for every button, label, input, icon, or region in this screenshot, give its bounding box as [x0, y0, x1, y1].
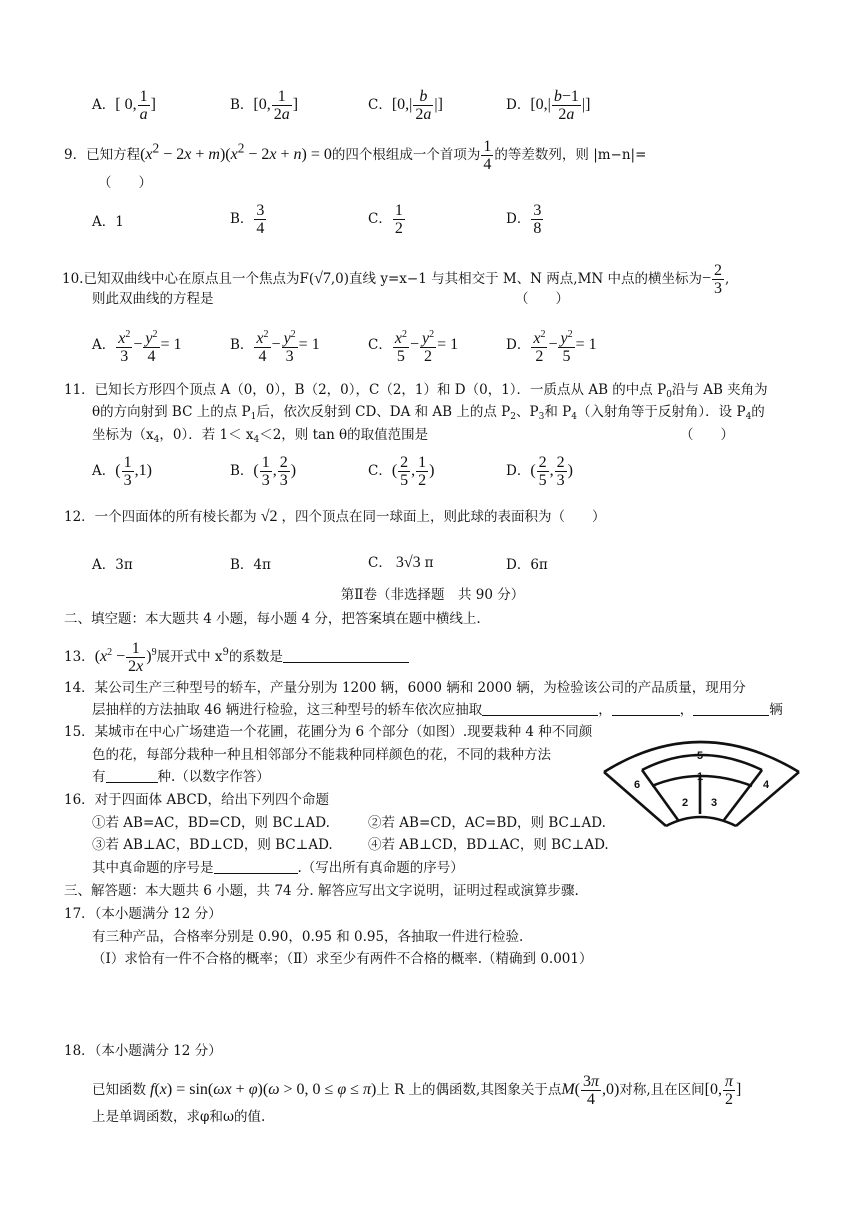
q9-option-d: D． $\frac{3}{8}$: [506, 202, 542, 237]
q11-option-a: A．( $\frac{1}{3}$ ,1): [92, 454, 152, 489]
q13-stem: 13．($x^2$ − $\frac{1}{2x}$ )$^9$展开式中 $x^9$的系数是: [64, 640, 409, 675]
q11-option-c: C．( $\frac{2}{5}$ , $\frac{1}{2}$ ): [368, 454, 435, 489]
region-label-3: 3: [710, 797, 718, 809]
q12-option-b: B．4π: [230, 557, 271, 573]
q16-line-last: 其中真命题的序号是 .（写出所有真命题的序号）: [92, 860, 464, 876]
q16-prop-1: ①若 AB=AC，BD=CD，则 BC⊥AD.: [92, 815, 330, 831]
q14-line-1: 14．某公司生产三种型号的轿车，产量分别为 1200 辆，6000 辆和 2000 辆，为检验该公司的产品质量，现用分: [64, 680, 746, 696]
q15-line-2: 色的花，每部分栽种一种且相邻部分不能栽种同样颜色的花，不同的栽种方法: [92, 747, 551, 763]
q16-answer-blank[interactable]: [214, 873, 298, 874]
region-label-4: 4: [762, 779, 770, 791]
part2-title: 第Ⅱ卷（非选择题 共 90 分）: [340, 587, 525, 603]
q9-option-b: B． $\frac{3}{4}$: [230, 202, 265, 237]
section2-heading: 二、填空题：本大题共 4 小题，每小题 4 分，把答案填在题中横线上.: [64, 611, 481, 627]
q16-prop-2: ②若 AB=CD，AC=BD，则 BC⊥AD.: [368, 815, 606, 831]
q18-line-1: 已知函数 f(x) = sin(ωx + φ)(ω > 0, 0 ≤ φ ≤ π)上 R 上的偶函数,其图象关于点M( $\frac{3\pi}{4}$ ,0)对称,且在区间[0, $\frac{\pi}{2}$ ]: [92, 1073, 742, 1108]
q10-paren: （ ）: [515, 291, 569, 307]
q10-option-a: A． $\frac{x^2}{3}$ − $\frac{y^2}{4}$ = 1: [92, 329, 182, 365]
q10-stem-2: 则此双曲线的方程是: [92, 291, 214, 307]
q14-blank-1[interactable]: [482, 715, 598, 716]
q9-option-c: C． $\frac{1}{2}$: [368, 202, 403, 237]
q18-line-2: 上是单调函数，求φ和ω的值.: [92, 1109, 266, 1125]
q18-title: 18．（本小题满分 12 分）: [64, 1043, 222, 1059]
q10-stem: 10.已知双曲线中心在原点且一个焦点为F(√7,0)直线 y=x−1 与其相交于 M、N 两点,MN 中点的横坐标为− $\frac{2}{3}$ ,: [62, 262, 730, 297]
q9-option-a: A．1: [92, 214, 124, 230]
q10-option-b: B． $\frac{x^2}{4}$ − $\frac{y^2}{3}$ = 1: [230, 329, 320, 365]
q17-line-1: 有三种产品，合格率分别是 0.90，0.95 和 0.95，各抽取一件进行检验.: [92, 929, 524, 945]
q8-option-c: C．[0,| $\frac{b}{2a}$ |]: [368, 88, 443, 123]
region-label-1: 1: [696, 771, 704, 783]
q8-option-b: B．[0, $\frac{1}{2a}$ ]: [230, 88, 299, 123]
q14-line-2: 层抽样的方法抽取 46 辆进行检验，这三种型号的轿车依次应抽取 ， ， 辆: [92, 702, 783, 718]
region-label-2: 2: [681, 797, 689, 809]
q12-option-d: D．6π: [506, 557, 548, 573]
flower-bed-figure: [600, 722, 805, 840]
q15-line-1: 15．某城市在中心广场建造一个花圃，花圃分为 6 个部分（如图）.现要栽种 4 种不同颜: [64, 724, 593, 740]
q9-paren: （ ）: [98, 175, 152, 191]
q12-option-a: A．3π: [92, 557, 133, 573]
q14-blank-2[interactable]: [612, 715, 680, 716]
q12-stem: 12．一个四面体的所有棱长都为 √2 ，四个顶点在同一球面上，则此球的表面积为（ ）: [64, 508, 606, 525]
q15-answer-blank[interactable]: [106, 782, 158, 783]
q9-stem: 9．已知方程$(x^2 - 2x + m)(x^2 - 2x + n) = 0$的四个根组成一个首项为 $\frac{1}{4}$ 的等差数列，则 |m−n|=: [64, 138, 647, 173]
q8-option-d: D．[0,| $\frac{b-1}{2a}$ |]: [506, 88, 591, 123]
q16-prop-3: ③若 AB⊥AC，BD⊥CD，则 BC⊥AD.: [92, 837, 333, 853]
q11-option-d: D．( $\frac{2}{5}$ , $\frac{2}{3}$ ): [506, 454, 573, 489]
q15-line-3: 有 种.（以数字作答）: [92, 769, 270, 785]
q11-line-1: 11．已知长方形四个顶点 A（0，0），B（2，0），C（2，1）和 D（0，1）．一质点从 AB 的中点 $P_0$沿与 AB 夹角为: [64, 382, 768, 400]
q8-option-a: A．[ 0, $\frac{1}{a}$ ]: [92, 88, 156, 123]
section3-heading: 三、解答题：本大题共 6 小题，共 74 分. 解答应写出文字说明，证明过程或演算步骤.: [64, 883, 579, 899]
q11-option-b: B．( $\frac{1}{3}$ , $\frac{2}{3}$ ): [230, 454, 297, 489]
q11-paren: （ ）: [680, 427, 734, 443]
q17-title: 17．（本小题满分 12 分）: [64, 906, 222, 922]
q14-blank-3[interactable]: [693, 715, 769, 716]
q11-line-3: 坐标为（$x_4$，0）．若 $1< x_4<2$，则 tan θ的取值范围是: [92, 427, 429, 445]
q11-line-2: θ的方向射到 BC 上的点 $P_1$后，依次反射到 CD、DA 和 AB 上的点 $P_2$、$P_3$和 $P_4$（入射角等于反射角）．设 $P_4$的: [92, 404, 765, 422]
q16-line-1: 16．对于四面体 ABCD，给出下列四个命题: [64, 792, 330, 808]
q17-line-2: （Ⅰ）求恰有一件不合格的概率；（Ⅱ）求至少有两件不合格的概率.（精确到 0.001）: [92, 951, 593, 967]
q10-option-c: C． $\frac{x^2}{5}$ − $\frac{y^2}{2}$ = 1: [368, 329, 459, 365]
region-label-5: 5: [696, 750, 704, 762]
q16-prop-4: ④若 AB⊥CD，BD⊥AC，则 BC⊥AD.: [368, 837, 609, 853]
q13-answer-blank[interactable]: [283, 662, 409, 663]
region-label-6: 6: [633, 779, 641, 791]
q12-option-c: C． 3√3 π: [368, 554, 434, 571]
q10-option-d: D． $\frac{x^2}{2}$ − $\frac{y^2}{5}$ = 1: [506, 329, 597, 365]
